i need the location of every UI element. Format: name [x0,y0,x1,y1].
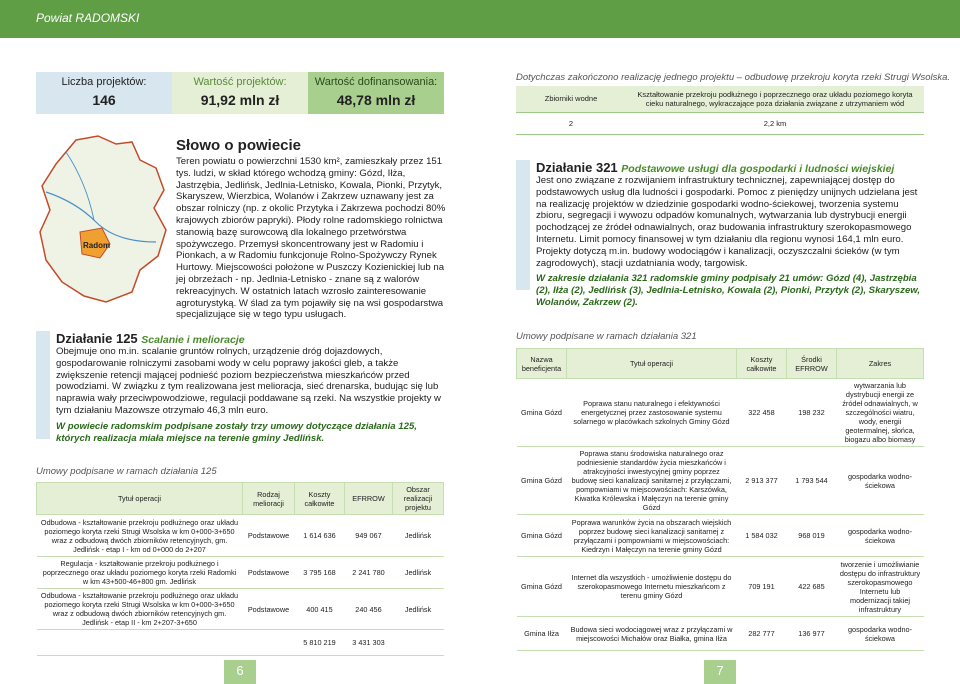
table-cell: 709 191 [737,557,787,617]
stat-value-total [172,72,308,114]
table-cell: Budowa sieci wodociągowej wraz z przyłączami w miejscowości Michałów oraz Białka, gmina Iłża [567,617,737,651]
table-cell: 2 [516,112,626,134]
table-cell: gospodarka wodno-ściekowa [837,447,924,515]
table-row [37,630,444,656]
table-header-row [517,349,924,379]
column-header: Tytuł operacji [37,483,243,515]
column-header: Koszty całkowite [737,349,787,379]
table-row [517,617,924,651]
accent-bar [516,160,530,290]
county-outline [40,136,166,302]
table-cell: 968 019 [787,515,837,557]
stat-label: Liczba projektów: [61,76,147,88]
table-cell: Poprawa stanu naturalnego i efektywności energetycznej przez zastosowanie systemu solarnego w placówkach szkolnych Gminy Gózd [567,379,737,447]
table-cell: 282 777 [737,617,787,651]
table-cell: Jedlińsk [393,557,444,589]
table-cell: Internet dla wszystkich - umożliwienie dostępu do szerokopasmowego Internetu mieszkańcom z terenu gminy Gózd [567,557,737,617]
column-header: Zakres [837,349,924,379]
page-number-left: 6 [224,660,256,684]
county-map [36,132,172,312]
column-header: Rodzaj melioracji [243,483,295,515]
table-cell: Regulacja - kształtowanie przekroju podłużnego i poprzecznego oraz układu poziomego koryta rzeki Radomki w km 43+500-46+800 gm. Jedlińsk [37,557,243,589]
table-row [517,447,924,515]
stat-value: 48,78 mln zł [336,92,416,108]
table-cell: 322 458 [737,379,787,447]
table-row [37,557,444,589]
section-title: Słowo o powiecie [176,137,302,154]
action-text: Obejmuje ono m.in. scalanie gruntów rolnych, urządzenie dróg dojazdowych, gospodarowanie rolniczymi zasobami wody w celu poprawy jakości gleb, a także zwiększenie retencji mającej podnieść poziom bezpieczeństwa mieszkańców przed powodziami. W związku z tym realizowana jest melioracja, sieć drenarska, budując się lub naprawia wały przeciwpowodziowe, regulacji poddawane są rzeki. Na wszystkie projekty w tym działaniu Mazowsze otrzymało 46,3 mln euro. [56,346,441,416]
table-cell: Kształtowanie przekroju podłużnego i poprzecznego oraz układu poziomego koryta cieku naturalnego, wykraczające poza działania związane z utrzymaniem wód [626,86,924,112]
column-header: Nazwa beneficjenta [517,349,567,379]
stat-label: Wartość projektów: [193,76,287,88]
table-321 [516,348,924,651]
table-cell: Jedlińsk [393,589,444,630]
table-cell: 1 793 544 [787,447,837,515]
stat-projects [36,72,172,114]
action-text: Jest ono związane z rozwijaniem infrastruktury technicznej, zapewniającej dostęp do podstawowych usług dla ludności i gospodarki. Pomoc z pieniędzy unijnych udzielana jest na realizację projektów w dziedzinie gospodarki wodno-ściekowej, tworzenia systemu zbioru, segregacji i wywozu odpadów komunalnych, wytwarzania lub dystrybucji energii pochodzącej ze źródeł odnawialnych, oraz budowania infrastruktury szerokopasmowego Internetu. Limit pomocy finansowej w tym działaniu dla regionu wynosi 164,1 mln euro. Projekty dotyczą m.in. budowy wodociągów i kanalizacji, oczyszczalni ścieków (w tym zagrodowych), stacji uzdatniania wody, targowisk. [536,175,918,269]
action-125 [36,331,444,444]
table-cell: 240 456 [345,589,393,630]
table-row [37,589,444,630]
table-row [517,379,924,447]
table-cell [393,630,444,656]
table-cell: gospodarka wodno-ściekowa [837,617,924,651]
city-label: Radom [83,241,111,250]
table-header-row [37,483,444,515]
table-cell: Podstawowe [243,557,295,589]
table-cell: Gmina Gózd [517,557,567,617]
completed-table [516,86,924,135]
action-title: Działanie 125 Scalanie i melioracje [56,331,245,346]
table-cell: 3 431 303 [345,630,393,656]
table-cell: 2 913 377 [737,447,787,515]
table-cell: 136 977 [787,617,837,651]
table-cell: 5 810 219 [295,630,345,656]
table-cell: Podstawowe [243,515,295,557]
table-cell: Gmina Gózd [517,379,567,447]
table-cell: Zbiorniki wodne [516,86,626,112]
table-cell: 198 232 [787,379,837,447]
section-text: Teren powiatu o powierzchni 1530 km², zamieszkały przez 151 tys. ludzi, w skład którego wchodzą gminy: Gózd, Iłża, Jastrzębia, Jedlińsk, Jedlnia-Letnisko, Kowala, Pionki, Przytyk, Skaryszew, Wierzbica, Wolanów i Zakrzew uznawany jest za obszar rolniczy (np. z okolic Przytyka i Zakrzewa pochodzi 80% krajowych zbiorów papryki). Płody rolne radomskiego rolnictwa stanowią bazę surowcową dla lokalnego przetwórstwa spożywczego. Przemysł skoncentrowany jest w Radomiu i Pionkach, a w Radomiu funkcjonuje Rolno-Spożywczy Rynek Hurtowy. Miejscowości położone w Puszczy Kozienickiej lub na jej obrzeżach - np. Jedlnia-Letnisko - znane są z walorów rekreacyjnych. W ostatnich latach wzrosło zainteresowanie agroturystyką. W ślad za tym pojawiły się na wsi gospodarstwa specjalizujące się w tego typu usługach. [176,156,446,321]
table-cell: Jedlińsk [393,515,444,557]
table-cell: 1 584 032 [737,515,787,557]
stat-value: 91,92 mln zł [200,92,280,108]
completed-caption: Dotychczas zakończono realizację jednego projektu – odbudowę przekroju koryta rzeki Strugi Wsolska. [516,72,951,83]
table-125-caption: Umowy podpisane w ramach działania 125 [36,466,217,477]
action-title: Działanie 321 Podstawowe usługi dla gospodarki i ludności wiejskiej [536,160,895,175]
county-description [176,137,448,321]
table-cell: wytwarzania lub dystrybucji energii ze źródeł odnawialnych, w szczególności wiatru, wody, energii geotermalnej, słońca, biogazu albo biomasy [837,379,924,447]
stat-value: 146 [92,92,116,108]
stats-bar [36,72,444,114]
table-cell: 422 685 [787,557,837,617]
column-header: Środki EFRROW [787,349,837,379]
action-321 [516,160,924,309]
accent-bar [36,331,50,439]
table-cell: 400 415 [295,589,345,630]
table-321-caption: Umowy podpisane w ramach działania 321 [516,331,697,342]
action-summary: W zakresie działania 321 radomskie gminy podpisały 21 umów: Gózd (4), Jastrzębia (2), Iłża (2), Jedlińsk (3), Jedlnia-Letnisko, Kowala (2), Pionki, Przytyk (2), Skaryszew, Wolanów, Zakrzew (2). [536,273,921,308]
page-header [0,0,960,38]
column-header: EFRROW [345,483,393,515]
column-header: Tytuł operacji [567,349,737,379]
table-cell: 2,2 km [626,112,924,134]
table-cell [243,630,295,656]
table-row [517,557,924,617]
table-cell: Gmina Gózd [517,515,567,557]
table-row [516,86,924,112]
column-header: Koszty całkowite [295,483,345,515]
table-cell [37,630,243,656]
stat-funding [308,72,444,114]
stat-label: Wartość dofinansowania: [314,76,438,88]
table-cell: tworzenie i umożliwianie dostępu do infrastruktury szerokopasmowego Internetu lub modernizacji takiej infrastruktury [837,557,924,617]
table-row [516,112,924,134]
table-cell: Odbudowa - kształtowanie przekroju podłużnego oraz układu poziomego koryta rzeki Strugi Wsolska w km 0+000-3+650 wraz z odbudową dwóch zbiorników retencyjnych, gm. Jedlińsk - etap I - km od 0+000 do 2+207 [37,515,243,557]
table-cell: 2 241 780 [345,557,393,589]
table-row [37,515,444,557]
action-summary: W powiecie radomskim podpisane zostały trzy umowy dotyczące działania 125, których realizacja miała miejsce na terenie gminy Jedlińsk. [56,420,417,444]
table-cell: Odbudowa - kształtowanie przekroju podłużnego oraz układu poziomego koryta rzeki Strugi Wsolska w km 0+000-3+650 wraz z odbudową dwóch zbiorników retencyjnych gm. Jedlińsk - etap II - km 2+207-3+650 [37,589,243,630]
table-125 [36,482,444,656]
column-header: Obszar realizacji projektu [393,483,444,515]
table-cell: Gmina Gózd [517,447,567,515]
table-cell: 3 795 168 [295,557,345,589]
table-cell: 1 614 636 [295,515,345,557]
table-row [517,515,924,557]
table-cell: Podstawowe [243,589,295,630]
page-number-right: 7 [704,660,736,684]
table-cell: 949 067 [345,515,393,557]
header-title: Powiat RADOMSKI [36,11,140,25]
table-cell: gospodarka wodno-ściekowa [837,515,924,557]
table-cell: Poprawa stanu środowiska naturalnego oraz podniesienie standardów życia mieszkańców i atrakcyjności inwestycyjnej gminy poprzez budowę sieci kanalizacji sanitarnej z przyłączami, pompowniami w miejscowościach: Karszówka, Kiwatka Królewska i Małęczyn na terenie gminy Gózd [567,447,737,515]
table-cell: Gmina Iłża [517,617,567,651]
table-cell: Poprawa warunków życia na obszarach wiejskich poprzez budowę sieci kanalizacji sanitarnej z przyłączami i pompowniami w miejscowościach: Kiedrzyn i Małęczyn na terenie gminy Gózd [567,515,737,557]
